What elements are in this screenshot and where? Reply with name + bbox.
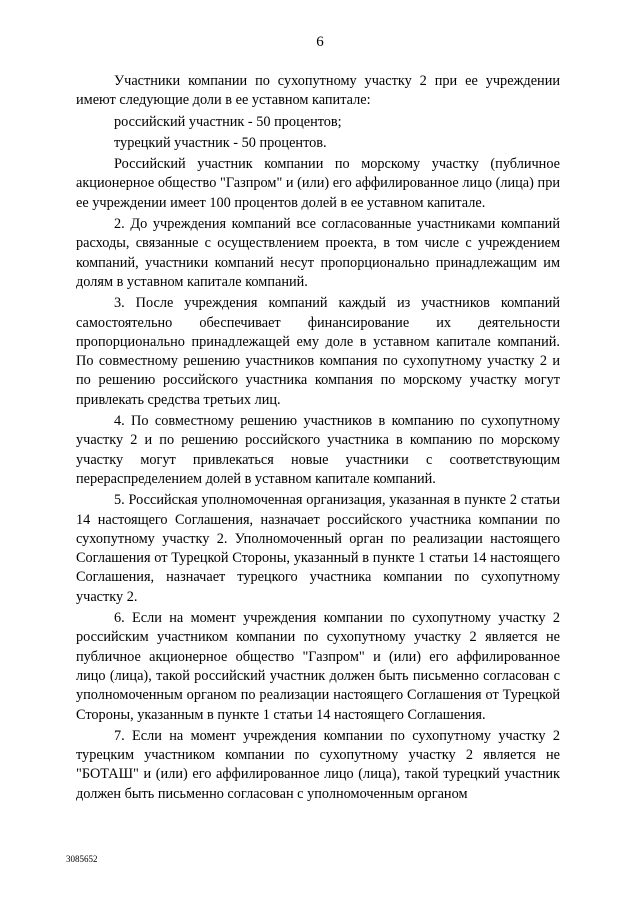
paragraph-clause-5: 5. Российская уполномоченная организация, указанная в пункте 2 статьи 14 настоящего Соглашения, назначает российского участника компании по сухопутному участку 2. Уполномоченный орган по реализации настоящего Соглашения от Турецкой Стороны, указанный в пункте 1 статьи 14 настоящего Соглашения, назначает турецкого участника компании по сухопутному участку 2. [76,492,560,605]
paragraph-clause-3: 3. После учреждения компаний каждый из участников компаний самостоятельно обеспечивает финансирование их деятельности пропорционально принадлежащей ему доле в уставном капитале компаний. По совместному решению участников компания по сухопутному участку 2 и по решению российского участника компания по морскому участку могут привлекать средства третьих лиц. [76,295,560,408]
paragraph-russian-share: российский участник - 50 процентов; [114,113,342,130]
document-body [76,72,560,806]
paragraph-clause-6: 6. Если на момент учреждения компании по сухопутному участку 2 российским участником компании по сухопутному участку 2 является не публичное акционерное общество "Газпром" и (или) его аффилированное лицо (лица), такой российский участник должен быть письменно согласован с уполномоченным органом по реализации настоящего Соглашения от Турецкой Стороны, указанным в пункте 1 статьи 14 настоящего Соглашения. [76,610,560,723]
page-number: 6 [316,34,324,50]
paragraph-clause-2: 2. До учреждения компаний все согласованные участниками компаний расходы, связанные с осуществлением проекта, в том числе с учреждением компаний, участники компаний несут пропорционально принадлежащим им долям в уставном капитале компаний. [76,216,560,290]
document-code: 3085652 [66,854,98,864]
paragraph-clause-4: 4. По совместному решению участников в компанию по сухопутному участку 2 и по решению российского участника в компанию по морскому участку могут привлекаться новые участники с соответствующим перераспределением долей в уставном капитале компаний. [76,413,560,487]
paragraph-turkish-share: турецкий участник - 50 процентов. [114,134,327,151]
paragraph-shares-intro: Участники компании по сухопутному участку 2 при ее учреждении имеют следующие доли в ее уставном капитале: [76,73,560,109]
paragraph-clause-7: 7. Если на момент учреждения компании по сухопутному участку 2 турецким участником компании по сухопутному участку 2 является не "БОТАШ" и (или) его аффилированное лицо (лица), такой турецкий участник должен быть письменно согласован с уполномоченным органом [76,727,560,802]
paragraph-offshore-share: Российский участник компании по морскому участку (публичное акционерное общество "Газпром" и (или) его аффилированное лицо (лица) при ее учреждении имеет 100 процентов долей в ее уставном капитале. [76,156,560,211]
